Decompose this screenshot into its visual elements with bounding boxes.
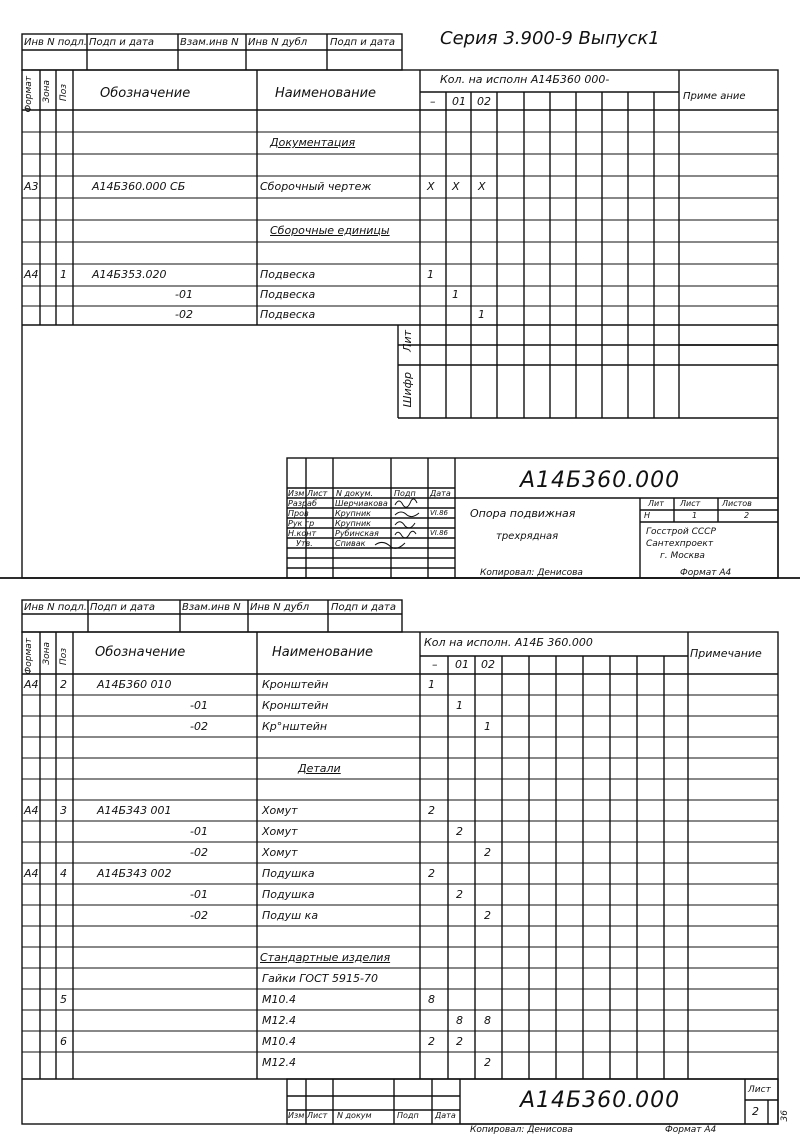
row-naimenovanie: Кр°нштейн [262, 720, 328, 733]
row-qty-01: 1 [452, 288, 459, 301]
stamp1-r5-name: Спивак [335, 539, 366, 548]
s2-col-isp-02: 02 [481, 658, 495, 671]
row-oboznachenie: -02 [190, 909, 208, 922]
row-oboznachenie: -02 [175, 308, 193, 321]
inv-dubl-label: Инв N дубл [248, 37, 308, 48]
stamp1-h-list: Лист [307, 489, 328, 498]
row-poz: 1 [60, 268, 67, 281]
s2-col-isp-01: 01 [455, 658, 469, 671]
s2-col-isp-dash: – [432, 658, 438, 671]
stamp1-r2-date: VI.86 [430, 509, 448, 517]
stamp2-doc-number: А14Б360.000 [520, 1088, 681, 1113]
row-oboznachenie: А14Б353.020 [92, 268, 167, 281]
stamp1-lit-label: Лит [648, 499, 664, 508]
stamp1-r2-role: Пров [288, 509, 309, 518]
stamp1-list-label: Лист [680, 499, 701, 508]
stamp2-page-mark: 36 [780, 1110, 790, 1122]
stamp2-h-list: Лист [307, 1111, 328, 1120]
stamp1-r2-name: Крупник [335, 509, 371, 518]
row-oboznachenie: А14Б360 010 [97, 678, 172, 691]
stamp1-format: Формат А4 [680, 568, 732, 578]
row-oboznachenie: -02 [190, 720, 208, 733]
row-qty-01: X [452, 180, 460, 193]
series-title: Серия 3.900-9 Выпуск1 [440, 28, 660, 49]
row-format: А4 [24, 804, 39, 817]
s2-vzam-inv-label: Взам.инв N [182, 602, 241, 613]
row-qty-base: 2 [428, 804, 435, 817]
s2-col-poz: Поз [59, 648, 69, 666]
stamp1-r3-name: Крупник [335, 519, 371, 528]
stamp1-title-line2: трехрядная [496, 531, 559, 542]
row-naimenovanie: Подушка [262, 867, 315, 880]
col-oboznachenie: Обозначение [100, 86, 191, 101]
row-qty-02: 8 [484, 1014, 491, 1027]
stamp1-list-val: 1 [692, 511, 698, 520]
row-naimenovanie: Детали [298, 762, 341, 775]
inv-podl-label: Инв N подл. [24, 37, 87, 48]
row-naimenovanie: Подуш ка [262, 909, 319, 922]
stamp1-h-podp: Подп [394, 489, 416, 498]
row-naimenovanie: М10.4 [262, 993, 296, 1006]
col-zona: Зона [42, 80, 52, 103]
col-poz: Поз [59, 84, 69, 102]
row-poz: 6 [60, 1035, 67, 1048]
stamp1-org2: Сантехпроект [646, 539, 714, 549]
stamp2-h-izm: Изм [288, 1111, 305, 1120]
stamp2-format: Формат А4 [665, 1125, 717, 1135]
row-naimenovanie: Сборочный чертеж [260, 180, 372, 193]
podp-data2-label: Подп и дата [330, 37, 395, 48]
stamp2-kopiroval: Копировал: Денисова [470, 1125, 573, 1135]
row-qty-02: 2 [484, 1056, 491, 1069]
row-naimenovanie: Подвеска [260, 268, 316, 281]
row-qty-01: 2 [456, 825, 463, 838]
col-isp-dash: – [430, 95, 436, 108]
row-qty-02: 2 [484, 846, 491, 859]
row-qty-01: 8 [456, 1014, 463, 1027]
podp-data-label: Подп и дата [89, 37, 154, 48]
s2-podp-data2-label: Подп и дата [331, 602, 396, 613]
row-naimenovanie: Кронштейн [262, 678, 329, 691]
col-isp-02: 02 [477, 95, 491, 108]
col-kol-title: Кол. на исполн А14Б360 000- [440, 73, 610, 86]
row-naimenovanie: М12.4 [262, 1014, 296, 1027]
row-format: А4 [24, 268, 39, 281]
row-naimenovanie: Стандартные изделия [260, 951, 391, 964]
stamp1-doc-number: А14Б360.000 [520, 468, 681, 493]
s2-col-zona: Зона [42, 642, 52, 665]
row-poz: 4 [60, 867, 67, 880]
row-naimenovanie: М10.4 [262, 1035, 296, 1048]
row-qty-base: 8 [428, 993, 435, 1006]
row-naimenovanie: Подвеска [260, 308, 316, 321]
row-format: А4 [24, 678, 39, 691]
row-naimenovanie: Кронштейн [262, 699, 329, 712]
lit-side-label: Лит [401, 330, 414, 352]
stamp1-r4-role: Н.конт [288, 529, 317, 538]
row-format: А4 [24, 867, 39, 880]
stamp1-r5-role: Утв. [296, 539, 313, 548]
col-isp-01: 01 [452, 95, 466, 108]
stamp1-r3-role: Рук гр [288, 519, 315, 528]
row-qty-01: 2 [456, 1035, 463, 1048]
row-poz: 3 [60, 804, 67, 817]
row-naimenovanie: Гайки ГОСТ 5915-70 [262, 972, 378, 985]
row-oboznachenie: А14Б343 002 [97, 867, 172, 880]
col-naimenovanie: Наименование [275, 86, 377, 101]
row-qty-02: 2 [484, 909, 491, 922]
stamp1-org3: г. Москва [660, 551, 705, 561]
stamp1-r4-name: Рубинская [335, 529, 379, 538]
s2-podp-data-label: Подп и дата [90, 602, 155, 613]
stamp1-listov-label: Листов [722, 499, 752, 508]
row-naimenovanie: М12.4 [262, 1056, 296, 1069]
row-qty-01: 2 [456, 888, 463, 901]
row-qty-base: 1 [427, 268, 434, 281]
stamp1-r1-name: Шерчиакова [335, 499, 388, 508]
s2-inv-podl-label: Инв N подл. [24, 602, 87, 613]
s2-col-naimenovanie: Наименование [272, 645, 374, 660]
s2-col-format: Формат [24, 638, 34, 675]
row-oboznachenie: А14Б343 001 [97, 804, 172, 817]
stamp1-lit-val: Н [644, 511, 651, 520]
s2-inv-dubl-label: Инв N дубл [250, 602, 310, 613]
col-format: Формат [24, 76, 34, 113]
stamp1-h-izm: Изм [288, 489, 305, 498]
stamp1-h-ndok: N докум. [336, 489, 374, 498]
stamp1-h-data: Дата [430, 489, 451, 498]
vzam-inv-label: Взам.инв N [180, 37, 239, 48]
col-primechanie: Приме ание [683, 91, 746, 102]
row-oboznachenie: -02 [190, 846, 208, 859]
s2-col-oboznachenie: Обозначение [95, 645, 186, 660]
s2-col-kol-title: Кол на исполн. А14Б 360.000 [424, 636, 593, 649]
row-qty-02: X [478, 180, 486, 193]
row-naimenovanie: Сборочные единицы [270, 224, 390, 237]
row-poz: 2 [60, 678, 67, 691]
row-naimenovanie: Документация [270, 136, 356, 149]
row-oboznachenie: А14Б360.000 СБ [92, 180, 186, 193]
row-oboznachenie: -01 [190, 699, 208, 712]
row-naimenovanie: Подушка [262, 888, 315, 901]
stamp1-kopiroval: Копировал: Денисова [480, 568, 583, 578]
row-oboznachenie: -01 [190, 888, 208, 901]
stamp1-r4-date: VI.86 [430, 529, 448, 537]
stamp2-h-data: Дата [435, 1111, 456, 1120]
row-qty-02: 1 [478, 308, 485, 321]
stamp1-title-line1: Опора подвижная [470, 507, 576, 520]
row-format: А3 [24, 180, 39, 193]
row-oboznachenie: -01 [190, 825, 208, 838]
row-poz: 5 [60, 993, 67, 1006]
row-qty-02: 1 [484, 720, 491, 733]
row-oboznachenie: -01 [175, 288, 193, 301]
stamp1-org1: Госстрой СССР [646, 527, 716, 537]
stamp1-r1-role: Разраб [288, 499, 317, 508]
row-naimenovanie: Хомут [262, 825, 298, 838]
row-naimenovanie: Подвеска [260, 288, 316, 301]
shifr-side-label: Шифр [401, 372, 414, 408]
stamp2-h-podp: Подп [397, 1111, 419, 1120]
s2-col-primechanie: Примечание [690, 647, 762, 660]
row-qty-base: 2 [428, 867, 435, 880]
row-naimenovanie: Хомут [262, 846, 298, 859]
row-naimenovanie: Хомут [262, 804, 298, 817]
stamp2-h-ndok: N докум [337, 1111, 372, 1120]
stamp2-list-val: 2 [752, 1105, 759, 1118]
row-qty-base: X [427, 180, 435, 193]
row-qty-base: 1 [428, 678, 435, 691]
row-qty-base: 2 [428, 1035, 435, 1048]
row-qty-01: 1 [456, 699, 463, 712]
stamp2-list-label: Лист [748, 1085, 771, 1095]
stamp1-listov-val: 2 [744, 511, 750, 520]
